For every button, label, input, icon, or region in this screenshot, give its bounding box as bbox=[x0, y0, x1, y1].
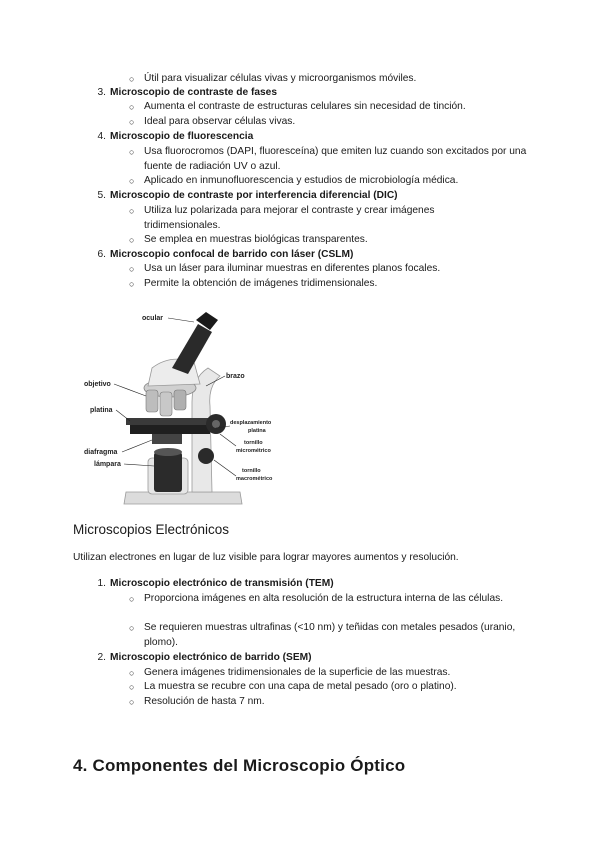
label-tornillo-micro: tornillo bbox=[244, 440, 263, 446]
bullet-text: Ideal para observar células vivas. bbox=[144, 116, 296, 127]
bullet-glyph: ○ bbox=[129, 668, 135, 678]
lamp bbox=[154, 452, 182, 492]
label-desplazamiento: desplazamiento bbox=[230, 420, 272, 426]
item-number: 4. bbox=[97, 131, 106, 142]
bullet-glyph: ○ bbox=[129, 74, 135, 84]
bullet-text: Genera imágenes tridimensionales de la superficie de las muestras. bbox=[144, 667, 451, 678]
bullet-glyph: ○ bbox=[129, 206, 135, 216]
label-platina: platina bbox=[90, 407, 113, 414]
label-lampara: lámpara bbox=[94, 461, 121, 468]
bullet-glyph: ○ bbox=[129, 697, 135, 707]
numbered-item bbox=[90, 577, 490, 591]
page-title: 4. Componentes del Microscopio Óptico bbox=[73, 756, 406, 775]
bullet-text: Aumenta el contraste de estructuras celulares sin necesidad de tinción. bbox=[144, 101, 466, 112]
bullet-text: Resolución de hasta 7 nm. bbox=[144, 696, 265, 707]
bullet-glyph: ○ bbox=[129, 147, 135, 157]
numbered-item bbox=[90, 189, 490, 203]
coarse-focus-knob bbox=[198, 448, 214, 464]
bullet-text: Permite la obtención de imágenes tridimensionales. bbox=[144, 278, 378, 289]
bullet-text: Aplicado en inmunofluorescencia y estudios de microbiología médica. bbox=[144, 175, 459, 186]
label-diafragma: diafragma bbox=[84, 449, 118, 456]
label-macrometrico: macrométrico bbox=[236, 476, 273, 482]
item-title: Microscopio electrónico de transmisión (TEM) bbox=[110, 578, 334, 589]
objective-3 bbox=[174, 390, 186, 410]
numbered-item bbox=[90, 130, 490, 144]
lamp-top bbox=[154, 448, 182, 456]
section-heading: Microscopios Electrónicos bbox=[73, 522, 230, 537]
item-title: Microscopio de fluorescencia bbox=[110, 131, 254, 142]
item-title: Microscopio de contraste de fases bbox=[110, 87, 278, 98]
bullet-text: Proporciona imágenes en alta resolución de la estructura interna de las células. bbox=[144, 593, 504, 604]
item-number: 2. bbox=[97, 652, 106, 663]
label-desplazamiento-platina: platina bbox=[248, 428, 266, 434]
item-number: 5. bbox=[97, 190, 106, 201]
item-number: 1. bbox=[97, 578, 106, 589]
bullet-glyph: ○ bbox=[129, 235, 135, 245]
label-micrometrico: micrométrico bbox=[236, 448, 271, 454]
section-intro: Utilizan electrones en lugar de luz visible para lograr mayores aumentos y resolución. bbox=[73, 552, 459, 563]
bullet-glyph: ○ bbox=[129, 623, 135, 633]
item-number: 6. bbox=[97, 249, 106, 260]
bullet-glyph: ○ bbox=[129, 594, 135, 604]
objective-2 bbox=[160, 392, 172, 416]
bullet-glyph: ○ bbox=[129, 682, 135, 692]
eyepiece-tube bbox=[172, 324, 212, 374]
bullet-glyph: ○ bbox=[129, 279, 135, 289]
stage bbox=[130, 424, 210, 434]
item-title: Microscopio confocal de barrido con láser (CSLM) bbox=[110, 249, 354, 260]
label-brazo: brazo bbox=[226, 373, 245, 380]
numbered-item bbox=[90, 86, 490, 100]
item-number: 3. bbox=[97, 87, 106, 98]
bullet-text: La muestra se recubre con una capa de metal pesado (oro o platino). bbox=[144, 681, 457, 692]
objective-1 bbox=[146, 390, 158, 412]
item-title: Microscopio de contraste por interferencia diferencial (DIC) bbox=[110, 190, 398, 201]
condenser bbox=[152, 434, 182, 444]
bullet-text: Útil para visualizar células vivas y microorganismos móviles. bbox=[144, 73, 417, 84]
label-objetivo: objetivo bbox=[84, 381, 111, 388]
label-ocular: ocular bbox=[142, 315, 164, 322]
bullet-glyph: ○ bbox=[129, 102, 135, 112]
bullet-text: Usa un láser para iluminar muestras en diferentes planos focales. bbox=[144, 263, 441, 274]
bullet-text: Se requieren muestras ultrafinas (<10 nm) y teñidas con metales pesados (uranio, plomo). bbox=[144, 622, 516, 648]
microscope-figure bbox=[80, 306, 290, 506]
bullet-glyph: ○ bbox=[129, 264, 135, 274]
bullet-text: Se emplea en muestras biológicas transparentes. bbox=[144, 234, 368, 245]
numbered-item bbox=[90, 651, 490, 665]
item-title: Microscopio electrónico de barrido (SEM) bbox=[110, 652, 312, 663]
bullet-text: Usa fluorocromos (DAPI, fluoresceína) que emiten luz cuando son excitados por una fuente de radiación UV o azul. bbox=[144, 146, 527, 172]
numbered-item bbox=[90, 248, 490, 262]
bullet-glyph: ○ bbox=[129, 117, 135, 127]
bullet-text: Utiliza luz polarizada para mejorar el contraste y crear imágenes tridimensionales. bbox=[144, 205, 435, 231]
label-tornillo-macro: tornillo bbox=[242, 468, 261, 474]
bullet-glyph: ○ bbox=[129, 176, 135, 186]
stage-plate bbox=[126, 418, 212, 425]
